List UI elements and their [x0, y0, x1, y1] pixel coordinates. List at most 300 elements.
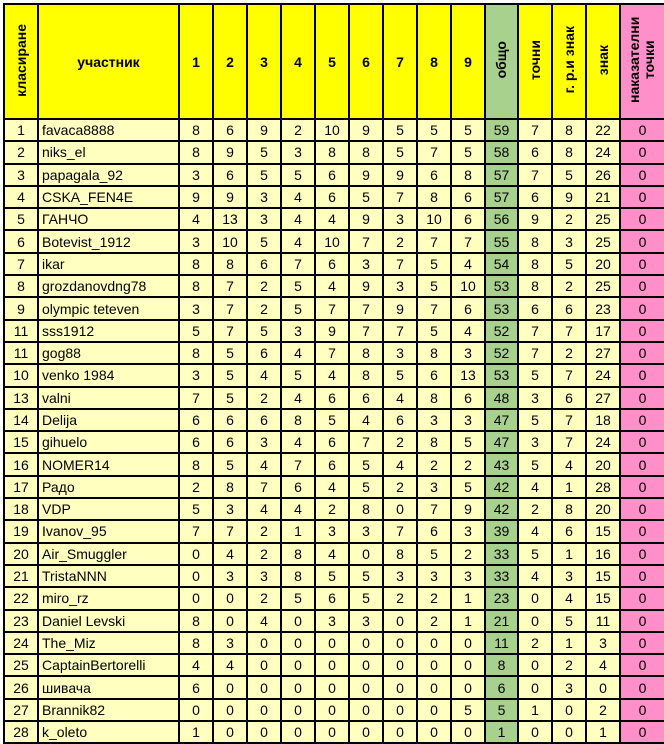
round-3-cell: 0	[247, 676, 281, 698]
participant-cell: NOMER14	[38, 453, 179, 475]
goal-diff-sign-cell: 7	[552, 431, 586, 453]
exact-cell: 0	[518, 587, 552, 609]
round-6-cell: 3	[349, 610, 383, 632]
round-2-cell: 6	[213, 409, 247, 431]
round-6-cell: 7	[349, 230, 383, 252]
goal-diff-sign-cell: 1	[552, 543, 586, 565]
sign-cell: 15	[586, 587, 620, 609]
round-9-cell: 7	[451, 230, 485, 252]
round-5-cell: 4	[315, 208, 349, 230]
header-exact	[518, 4, 552, 119]
participant-cell: CaptainBertorelli	[38, 654, 179, 676]
round-2-cell: 3	[213, 632, 247, 654]
round-9-cell: 4	[451, 320, 485, 342]
penalty-cell: 0	[620, 676, 664, 698]
round-7-cell: 0	[383, 654, 417, 676]
round-9-cell: 13	[451, 364, 485, 386]
exact-cell: 4	[518, 565, 552, 587]
round-4-cell: 5	[281, 297, 315, 319]
penalty-cell: 0	[620, 297, 664, 319]
round-8-cell: 0	[417, 676, 451, 698]
round-8-cell: 0	[417, 721, 451, 743]
header-round-6: 6	[349, 4, 383, 119]
penalty-cell: 0	[620, 565, 664, 587]
exact-cell: 7	[518, 320, 552, 342]
penalty-cell: 0	[620, 610, 664, 632]
exact-cell: 6	[518, 186, 552, 208]
round-7-cell: 0	[383, 498, 417, 520]
round-8-cell: 7	[417, 498, 451, 520]
table-row	[4, 208, 664, 230]
table-row	[4, 253, 664, 275]
exact-cell: 5	[518, 453, 552, 475]
exact-cell: 8	[518, 275, 552, 297]
round-3-cell: 3	[247, 431, 281, 453]
sign-cell: 17	[586, 320, 620, 342]
round-1-cell: 4	[179, 208, 213, 230]
round-4-cell: 4	[281, 342, 315, 364]
round-3-cell: 4	[247, 364, 281, 386]
round-3-cell: 2	[247, 543, 281, 565]
round-3-cell: 4	[247, 498, 281, 520]
table-row	[4, 230, 664, 252]
round-2-cell: 7	[213, 275, 247, 297]
sign-cell: 15	[586, 565, 620, 587]
round-3-cell: 2	[247, 387, 281, 409]
round-2-cell: 6	[213, 431, 247, 453]
round-7-cell: 7	[383, 186, 417, 208]
round-9-cell: 2	[451, 453, 485, 475]
round-6-cell: 7	[349, 320, 383, 342]
round-6-cell: 0	[349, 632, 383, 654]
round-2-cell: 5	[213, 364, 247, 386]
goal-diff-sign-cell: 6	[552, 297, 586, 319]
participant-cell: Радо	[38, 476, 179, 498]
round-6-cell: 9	[349, 119, 383, 141]
sign-cell: 25	[586, 275, 620, 297]
round-5-cell: 4	[315, 543, 349, 565]
round-8-cell: 8	[417, 342, 451, 364]
table-row	[4, 565, 664, 587]
round-3-cell: 0	[247, 721, 281, 743]
exact-cell: 6	[518, 141, 552, 163]
round-1-cell: 8	[179, 253, 213, 275]
round-7-cell: 0	[383, 676, 417, 698]
round-3-cell: 3	[247, 565, 281, 587]
table-row	[4, 699, 664, 721]
round-9-cell: 5	[451, 141, 485, 163]
participant-cell: ГАНЧО	[38, 208, 179, 230]
round-8-cell: 8	[417, 431, 451, 453]
rank-cell: 2	[4, 141, 38, 163]
round-3-cell: 0	[247, 632, 281, 654]
table-row	[4, 297, 664, 319]
rank-cell: 21	[4, 565, 38, 587]
round-8-cell: 2	[417, 610, 451, 632]
round-4-cell: 6	[281, 476, 315, 498]
participant-cell: ikar	[38, 253, 179, 275]
round-8-cell: 10	[417, 208, 451, 230]
header-round-4: 4	[281, 4, 315, 119]
round-4-cell: 0	[281, 654, 315, 676]
round-7-cell: 3	[383, 565, 417, 587]
rank-cell: 9	[4, 297, 38, 319]
round-3-cell: 6	[247, 342, 281, 364]
round-3-cell: 5	[247, 230, 281, 252]
header-exact-label: точни	[526, 39, 543, 81]
participant-cell: papagala_92	[38, 164, 179, 186]
round-5-cell: 6	[315, 431, 349, 453]
round-1-cell: 8	[179, 342, 213, 364]
round-1-cell: 7	[179, 520, 213, 542]
rank-cell: 4	[4, 186, 38, 208]
table-row	[4, 520, 664, 542]
participant-cell: CSKA_FEN4E	[38, 186, 179, 208]
goal-diff-sign-cell: 6	[552, 387, 586, 409]
total-cell: 8	[485, 654, 518, 676]
rank-cell: 15	[4, 431, 38, 453]
round-3-cell: 0	[247, 699, 281, 721]
round-9-cell: 10	[451, 275, 485, 297]
round-6-cell: 0	[349, 543, 383, 565]
total-cell: 57	[485, 186, 518, 208]
round-2-cell: 0	[213, 699, 247, 721]
round-8-cell: 2	[417, 453, 451, 475]
round-7-cell: 5	[383, 119, 417, 141]
table-row	[4, 721, 664, 743]
round-2-cell: 7	[213, 520, 247, 542]
exact-cell: 5	[518, 543, 552, 565]
round-7-cell: 0	[383, 721, 417, 743]
goal-diff-sign-cell: 1	[552, 632, 586, 654]
header-goal-diff-sign	[552, 4, 586, 119]
rank-cell: 1	[4, 119, 38, 141]
round-3-cell: 4	[247, 610, 281, 632]
round-2-cell: 7	[213, 320, 247, 342]
round-1-cell: 8	[179, 119, 213, 141]
round-5-cell: 6	[315, 253, 349, 275]
total-cell: 6	[485, 676, 518, 698]
round-3-cell: 7	[247, 476, 281, 498]
rank-cell: 18	[4, 498, 38, 520]
sign-cell: 15	[586, 520, 620, 542]
round-3-cell: 2	[247, 587, 281, 609]
round-2-cell: 9	[213, 141, 247, 163]
participant-cell: k_oleto	[38, 721, 179, 743]
round-6-cell: 0	[349, 721, 383, 743]
round-4-cell: 7	[281, 453, 315, 475]
sign-cell: 27	[586, 387, 620, 409]
round-6-cell: 5	[349, 565, 383, 587]
round-1-cell: 2	[179, 476, 213, 498]
goal-diff-sign-cell: 8	[552, 119, 586, 141]
table-row	[4, 186, 664, 208]
rank-cell: 14	[4, 409, 38, 431]
rank-cell: 27	[4, 699, 38, 721]
table-row	[4, 364, 664, 386]
goal-diff-sign-cell: 0	[552, 699, 586, 721]
sign-cell: 21	[586, 186, 620, 208]
goal-diff-sign-cell: 2	[552, 208, 586, 230]
round-3-cell: 2	[247, 297, 281, 319]
exact-cell: 0	[518, 654, 552, 676]
round-5-cell: 6	[315, 387, 349, 409]
round-6-cell: 0	[349, 654, 383, 676]
round-8-cell: 3	[417, 409, 451, 431]
table-row	[4, 453, 664, 475]
round-4-cell: 4	[281, 431, 315, 453]
penalty-cell: 0	[620, 520, 664, 542]
header-penalty	[620, 4, 664, 119]
sign-cell: 24	[586, 141, 620, 163]
round-1-cell: 0	[179, 587, 213, 609]
rank-cell: 10	[4, 364, 38, 386]
goal-diff-sign-cell: 4	[552, 453, 586, 475]
round-7-cell: 9	[383, 164, 417, 186]
table-row	[4, 587, 664, 609]
round-5-cell: 4	[315, 364, 349, 386]
round-5-cell: 8	[315, 141, 349, 163]
table-row	[4, 498, 664, 520]
participant-cell: The_Miz	[38, 632, 179, 654]
round-1-cell: 7	[179, 387, 213, 409]
round-4-cell: 0	[281, 676, 315, 698]
round-1-cell: 8	[179, 141, 213, 163]
round-7-cell: 4	[383, 387, 417, 409]
table-row	[4, 320, 664, 342]
round-2-cell: 6	[213, 164, 247, 186]
goal-diff-sign-cell: 5	[552, 610, 586, 632]
round-3-cell: 9	[247, 119, 281, 141]
round-4-cell: 4	[281, 498, 315, 520]
exact-cell: 1	[518, 699, 552, 721]
table-row	[4, 119, 664, 141]
round-7-cell: 0	[383, 610, 417, 632]
exact-cell: 6	[518, 297, 552, 319]
rank-cell: 11	[4, 320, 38, 342]
sign-cell: 1	[586, 721, 620, 743]
exact-cell: 0	[518, 676, 552, 698]
goal-diff-sign-cell: 6	[552, 520, 586, 542]
round-3-cell: 6	[247, 253, 281, 275]
sign-cell: 27	[586, 342, 620, 364]
penalty-cell: 0	[620, 409, 664, 431]
penalty-cell: 0	[620, 208, 664, 230]
rank-cell: 5	[4, 208, 38, 230]
participant-cell: Delija	[38, 409, 179, 431]
penalty-cell: 0	[620, 632, 664, 654]
exact-cell: 3	[518, 431, 552, 453]
header-sign-label: знак	[594, 44, 611, 76]
round-1-cell: 0	[179, 699, 213, 721]
round-3-cell: 4	[247, 453, 281, 475]
round-2-cell: 0	[213, 587, 247, 609]
round-7-cell: 3	[383, 208, 417, 230]
round-9-cell: 5	[451, 699, 485, 721]
round-9-cell: 6	[451, 186, 485, 208]
goal-diff-sign-cell: 2	[552, 654, 586, 676]
total-cell: 52	[485, 320, 518, 342]
header-round-9: 9	[451, 4, 485, 119]
round-4-cell: 5	[281, 275, 315, 297]
total-cell: 53	[485, 364, 518, 386]
round-8-cell: 7	[417, 297, 451, 319]
round-2-cell: 0	[213, 676, 247, 698]
exact-cell: 5	[518, 409, 552, 431]
round-5-cell: 4	[315, 275, 349, 297]
round-9-cell: 0	[451, 632, 485, 654]
round-8-cell: 0	[417, 632, 451, 654]
participant-cell: niks_el	[38, 141, 179, 163]
round-2-cell: 6	[213, 119, 247, 141]
round-6-cell: 9	[349, 164, 383, 186]
goal-diff-sign-cell: 5	[552, 164, 586, 186]
round-2-cell: 4	[213, 654, 247, 676]
total-cell: 48	[485, 387, 518, 409]
table-row	[4, 676, 664, 698]
rank-cell: 11	[4, 342, 38, 364]
round-4-cell: 5	[281, 164, 315, 186]
round-9-cell: 9	[451, 498, 485, 520]
round-6-cell: 3	[349, 520, 383, 542]
round-7-cell: 8	[383, 543, 417, 565]
participant-cell: sss1912	[38, 320, 179, 342]
round-4-cell: 8	[281, 565, 315, 587]
table-row	[4, 409, 664, 431]
round-3-cell: 2	[247, 520, 281, 542]
goal-diff-sign-cell: 5	[552, 253, 586, 275]
standings-table	[3, 3, 664, 744]
exact-cell: 3	[518, 387, 552, 409]
round-7-cell: 0	[383, 699, 417, 721]
sign-cell: 25	[586, 230, 620, 252]
sign-cell: 20	[586, 498, 620, 520]
header-penalty-label: наказателни точки	[625, 16, 657, 104]
round-4-cell: 0	[281, 721, 315, 743]
table-row	[4, 654, 664, 676]
total-cell: 42	[485, 476, 518, 498]
round-8-cell: 8	[417, 186, 451, 208]
header-rank-label: класиране	[12, 23, 29, 97]
round-5-cell: 0	[315, 654, 349, 676]
round-7-cell: 3	[383, 275, 417, 297]
round-4-cell: 8	[281, 543, 315, 565]
round-2-cell: 13	[213, 208, 247, 230]
round-1-cell: 8	[179, 453, 213, 475]
round-9-cell: 5	[451, 119, 485, 141]
round-8-cell: 7	[417, 141, 451, 163]
round-5-cell: 7	[315, 297, 349, 319]
rank-cell: 17	[4, 476, 38, 498]
round-5-cell: 10	[315, 230, 349, 252]
round-5-cell: 3	[315, 520, 349, 542]
rank-cell: 22	[4, 587, 38, 609]
round-8-cell: 5	[417, 320, 451, 342]
round-5-cell: 6	[315, 186, 349, 208]
round-7-cell: 5	[383, 364, 417, 386]
round-7-cell: 6	[383, 409, 417, 431]
total-cell: 5	[485, 699, 518, 721]
exact-cell: 2	[518, 632, 552, 654]
round-9-cell: 3	[451, 520, 485, 542]
total-cell: 1	[485, 721, 518, 743]
goal-diff-sign-cell: 7	[552, 409, 586, 431]
rank-cell: 13	[4, 387, 38, 409]
round-7-cell: 5	[383, 141, 417, 163]
total-cell: 11	[485, 632, 518, 654]
header-total-label: общо	[493, 41, 509, 79]
header-round-7: 7	[383, 4, 417, 119]
goal-diff-sign-cell: 3	[552, 230, 586, 252]
round-9-cell: 6	[451, 208, 485, 230]
round-4-cell: 7	[281, 253, 315, 275]
rank-cell: 16	[4, 453, 38, 475]
penalty-cell: 0	[620, 587, 664, 609]
total-cell: 39	[485, 520, 518, 542]
round-8-cell: 3	[417, 565, 451, 587]
round-2-cell: 7	[213, 297, 247, 319]
exact-cell: 7	[518, 119, 552, 141]
header-participant: участник	[38, 4, 179, 119]
round-4-cell: 0	[281, 632, 315, 654]
round-1-cell: 3	[179, 364, 213, 386]
round-1-cell: 3	[179, 164, 213, 186]
round-7-cell: 0	[383, 632, 417, 654]
rank-cell: 23	[4, 610, 38, 632]
penalty-cell: 0	[620, 654, 664, 676]
round-9-cell: 6	[451, 297, 485, 319]
round-1-cell: 3	[179, 297, 213, 319]
goal-diff-sign-cell: 8	[552, 498, 586, 520]
exact-cell: 0	[518, 721, 552, 743]
header-goal-diff-sign-label: г. р.и знак	[560, 26, 577, 94]
round-2-cell: 3	[213, 498, 247, 520]
round-4-cell: 5	[281, 364, 315, 386]
participant-cell: Brannik82	[38, 699, 179, 721]
round-2-cell: 0	[213, 721, 247, 743]
exact-cell: 5	[518, 364, 552, 386]
header-round-5: 5	[315, 4, 349, 119]
penalty-cell: 0	[620, 141, 664, 163]
round-3-cell: 5	[247, 320, 281, 342]
round-5-cell: 0	[315, 699, 349, 721]
sign-cell: 22	[586, 119, 620, 141]
table-row	[4, 476, 664, 498]
exact-cell: 4	[518, 520, 552, 542]
participant-cell: olympic teteven	[38, 297, 179, 319]
penalty-cell: 0	[620, 476, 664, 498]
round-3-cell: 6	[247, 409, 281, 431]
table-row	[4, 632, 664, 654]
round-2-cell: 4	[213, 543, 247, 565]
rank-cell: 7	[4, 253, 38, 275]
table-row	[4, 141, 664, 163]
participant-cell: Botevist_1912	[38, 230, 179, 252]
round-1-cell: 0	[179, 565, 213, 587]
penalty-cell: 0	[620, 230, 664, 252]
round-4-cell: 4	[281, 208, 315, 230]
sign-cell: 24	[586, 364, 620, 386]
penalty-cell: 0	[620, 543, 664, 565]
round-1-cell: 8	[179, 632, 213, 654]
total-cell: 58	[485, 141, 518, 163]
round-4-cell: 0	[281, 610, 315, 632]
participant-cell: gog88	[38, 342, 179, 364]
round-7-cell: 2	[383, 587, 417, 609]
total-cell: 33	[485, 543, 518, 565]
total-cell: 53	[485, 297, 518, 319]
round-9-cell: 3	[451, 342, 485, 364]
